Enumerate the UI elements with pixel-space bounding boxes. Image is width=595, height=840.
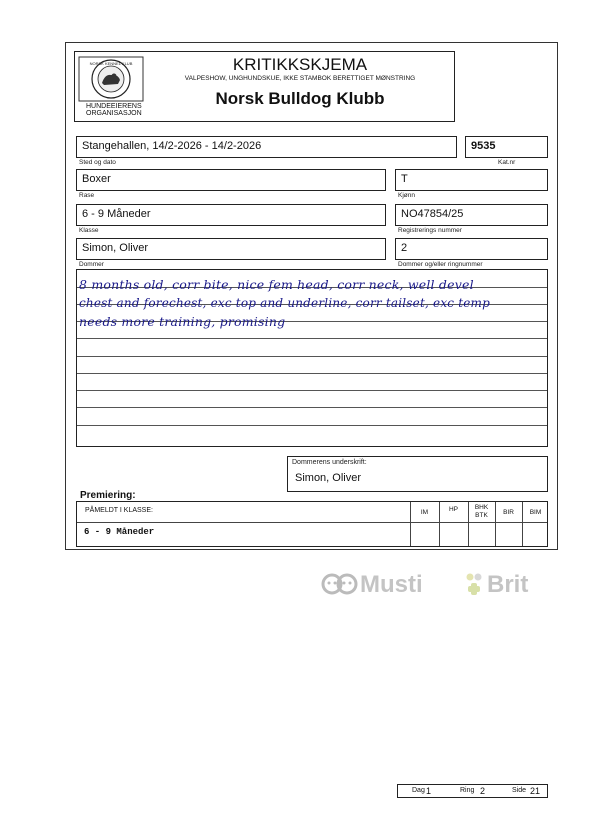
ring-label: Ring bbox=[460, 787, 475, 794]
judge-ring-caption: Dommer og/eller ringnummer bbox=[398, 261, 483, 268]
side-label: Side bbox=[512, 787, 527, 794]
class-field: 6 - 9 Måneder bbox=[76, 204, 386, 226]
brit-text: Brit bbox=[487, 571, 529, 598]
cat-nr-caption: Kat.nr bbox=[498, 159, 516, 166]
premiering-title: Premiering: bbox=[80, 490, 136, 501]
col-im: IM bbox=[420, 509, 429, 516]
musti-text: Musti bbox=[360, 571, 423, 598]
reg-nr-caption: Registrerings nummer bbox=[398, 227, 462, 234]
cat-nr-field: 9535 bbox=[465, 136, 548, 158]
col-bir: BIR bbox=[503, 509, 514, 516]
ring-value: 2 bbox=[480, 786, 486, 796]
col-bim: BIM bbox=[529, 509, 542, 516]
dag-label: Dag bbox=[412, 787, 425, 794]
side-value: 21 bbox=[530, 786, 541, 796]
class-caption: Klasse bbox=[79, 227, 99, 234]
form-title: KRITIKKSKJEMA bbox=[232, 55, 368, 74]
sex-caption: Kjønn bbox=[398, 192, 415, 199]
col-hp: HP bbox=[448, 506, 459, 513]
logo-ring-text: NORSK KENNEL KLUB bbox=[89, 61, 133, 66]
judge-field: Simon, Oliver bbox=[76, 238, 386, 260]
club-name: Norsk Bulldog Klubb bbox=[215, 89, 385, 108]
breed-caption: Rase bbox=[79, 192, 95, 199]
critique-line-2: chest and forechest, exc top and underline, corr tailset, exc temp bbox=[79, 296, 491, 310]
dag-value: 1 bbox=[426, 786, 432, 796]
logo-text-line1: HUNDEEIERENS bbox=[86, 103, 142, 110]
signature-value: Simon, Oliver bbox=[295, 472, 362, 484]
breed-field: Boxer bbox=[76, 169, 386, 191]
reg-nr-field: NO47854/25 bbox=[395, 204, 548, 226]
footer-box bbox=[397, 784, 548, 798]
sex-field: T bbox=[395, 169, 548, 191]
form-subtitle: VALPESHOW, UNGHUNDSKUE, IKKE STAMBOK BERETTIGET MØNSTRING bbox=[184, 75, 416, 82]
class-value: 6 - 9 Måneder bbox=[84, 527, 155, 537]
venue-date-field: Stangehallen, 14/2-2026 - 14/2-2026 bbox=[76, 136, 457, 158]
col-btk: BTK bbox=[475, 512, 488, 519]
judge-ring-field: 2 bbox=[395, 238, 548, 260]
nkk-logo bbox=[78, 56, 144, 118]
logo-text-line2: ORGANISASJON bbox=[86, 110, 142, 117]
venue-date-caption: Sted og dato bbox=[79, 159, 116, 166]
class-label: PÅMELDT I KLASSE: bbox=[85, 507, 153, 514]
col-bhk: BHK bbox=[474, 504, 489, 511]
judge-caption: Dommer bbox=[79, 261, 104, 268]
critique-line-1: 8 months old, corr bite, nice fem head, corr neck, well devel bbox=[79, 277, 474, 292]
signature-caption: Dommerens underskrift: bbox=[292, 459, 367, 466]
critique-line-3: needs more training, promising bbox=[79, 314, 286, 329]
